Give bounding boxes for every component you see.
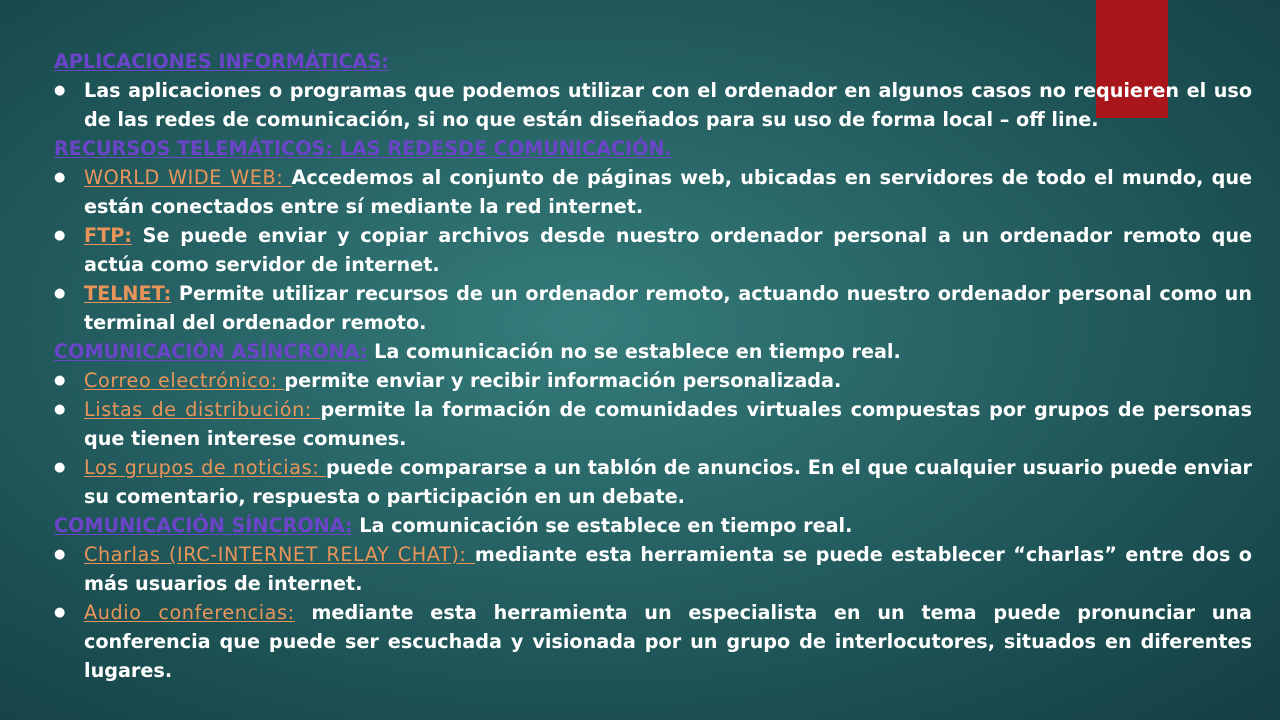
item-term-link[interactable]: FTP: xyxy=(84,224,132,247)
section-heading[interactable]: APLICACIONES INFORMÁTICAS: xyxy=(54,50,389,73)
section-recursos-telematicos xyxy=(54,134,1252,337)
section-heading-text: La comunicación no se establece en tiempo real. xyxy=(367,340,901,363)
section-heading[interactable]: COMUNICACIÓN ASÍNCRONA: xyxy=(54,340,368,363)
section-comunicacion-sincrona xyxy=(54,511,1252,685)
slide-content xyxy=(54,47,1252,685)
bullet-icon: ● xyxy=(54,373,66,388)
item-text: Las aplicaciones o programas que podemos utilizar con el ordenador en algunos casos no requieren el uso de las redes de comunicación, si no que están diseñados para su uso de forma local – off line. xyxy=(84,79,1252,131)
list-item xyxy=(54,279,1252,337)
item-term-link[interactable]: Los grupos de noticias: xyxy=(84,456,326,479)
section-aplicaciones xyxy=(54,47,1252,134)
bullet-icon: ● xyxy=(54,170,66,185)
list-item xyxy=(54,453,1252,511)
item-term-link[interactable]: Audio conferencias: xyxy=(84,601,295,624)
item-term-link[interactable]: Charlas (IRC-INTERNET RELAY CHAT): xyxy=(84,543,475,566)
item-text: Permite utilizar recursos de un ordenador remoto, actuando nuestro ordenador personal como un terminal del ordenador remoto. xyxy=(84,282,1252,334)
item-text: Accedemos al conjunto de páginas web, ubicadas en servidores de todo el mundo, que están conectados entre sí mediante la red internet. xyxy=(84,166,1252,218)
section-heading[interactable]: COMUNICACIÓN SÍNCRONA: xyxy=(54,514,353,537)
item-text: permite la formación de comunidades virtuales compuestas por grupos de personas que tienen interese comunes. xyxy=(84,398,1253,450)
list-item xyxy=(54,163,1252,221)
item-term-link[interactable]: TELNET: xyxy=(84,282,172,305)
item-term-link[interactable]: Listas de distribución: xyxy=(84,398,321,421)
item-text: puede compararse a un tablón de anuncios. En el que cualquier usuario puede enviar su comentario, respuesta o participación en un debate. xyxy=(84,456,1252,508)
item-text: Se puede enviar y copiar archivos desde nuestro ordenador personal a un ordenador remoto que actúa como servidor de internet. xyxy=(84,224,1252,276)
bullet-icon: ● xyxy=(54,402,66,417)
item-text: mediante esta herramienta un especialista en un tema puede pronunciar una conferencia que puede ser escuchada y visionada por un grupo de interlocutores, situados en diferentes lugares. xyxy=(84,601,1253,682)
list-item xyxy=(54,395,1252,453)
bullet-icon: ● xyxy=(54,286,66,301)
bullet-icon: ● xyxy=(54,547,66,562)
list-item xyxy=(54,540,1252,598)
item-text: permite enviar y recibir información personalizada. xyxy=(284,369,842,392)
list-item xyxy=(54,221,1252,279)
list-item xyxy=(54,366,1252,395)
item-term-link[interactable]: WORLD WIDE WEB: xyxy=(84,166,292,189)
bullet-icon: ● xyxy=(54,83,66,98)
item-term-link[interactable]: Correo electrónico: xyxy=(84,369,285,392)
list-item xyxy=(54,76,1252,134)
section-heading-text: La comunicación se establece en tiempo real. xyxy=(352,514,853,537)
bullet-icon: ● xyxy=(54,460,66,475)
section-heading[interactable]: RECURSOS TELEMÁTICOS: LAS REDESDE COMUNICACIÓN. xyxy=(54,137,672,160)
bullet-icon: ● xyxy=(54,228,66,243)
list-item xyxy=(54,598,1252,685)
bullet-icon: ● xyxy=(54,605,66,620)
item-text: mediante esta herramienta se puede establecer “charlas” entre dos o más usuarios de internet. xyxy=(84,543,1252,595)
section-comunicacion-asincrona xyxy=(54,337,1252,511)
